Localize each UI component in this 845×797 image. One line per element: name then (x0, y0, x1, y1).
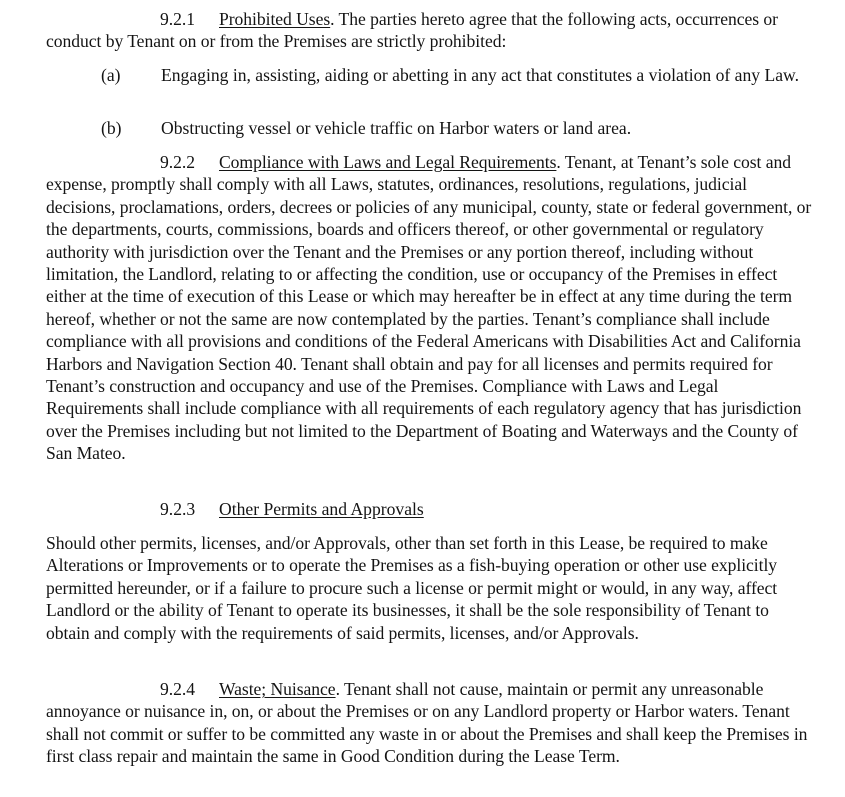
section-title: Waste; Nuisance (219, 679, 336, 699)
list-item-a (101, 64, 816, 86)
section-lead-text: . The parties hereto agree that the following acts, occurrences or conduct by Tenant on or from the Premises are strictly prohibited: (46, 9, 778, 52)
section-number: 9.2.2 (160, 152, 195, 172)
section-number: 9.2.4 (160, 679, 195, 699)
section-9-2-3-heading (160, 498, 424, 520)
list-item-label: (a) (101, 65, 121, 85)
section-title: Compliance with Laws and Legal Requirements (219, 152, 557, 172)
section-body-text: . Tenant, at Tenant’s sole cost and expense, promptly shall comply with all Laws, statutes, ordinances, resolutions, regulations, judicial decisions, proclamations, orders, decrees or policies of any municipal, county, state or federal government, or the departments, courts, commissions, boards and officers thereof, or other governmental or regulatory authority with jurisdiction over the Tenant and the Premises or any portion thereof, including without limitation, the Landlord, relating to or affecting the condition, use or occupancy of the Premises in effect either at the time of execution of this Lease or which may hereafter be in effect at any time during the term hereof, whether or not the same are now contemplated by the parties. Tenant’s compliance shall include compliance with all provisions and conditions of the Federal Americans with Disabilities Act and California Harbors and Navigation Section 40. Tenant shall obtain and pay for all licenses and permits required for Tenant’s construction and occupancy and use of the Premises. Compliance with Laws and Legal Requirements shall include compliance with all requirements of each regulatory agency that has jurisdiction over the Premises including but not limited to the Department of Boating and Waterways and the County of San Mateo. (46, 152, 812, 464)
section-9-2-1 (46, 8, 816, 53)
section-9-2-4 (46, 678, 816, 768)
list-item-text: Engaging in, assisting, aiding or abetting in any act that constitutes a violation of any Law. (161, 65, 799, 85)
section-number: 9.2.3 (160, 499, 196, 519)
section-title: Other Permits and Approvals (219, 499, 424, 519)
section-9-2-3-body: Should other permits, licenses, and/or Approvals, other than set forth in this Lease, be required to make Alterations or Improvements or to operate the Premises as a fish-buying operation or other use explicitly permitted hereunder, or if a failure to procure such a license or permit might or would, in any way, affect Landlord or the ability of Tenant to operate its businesses, it shall be the sole responsibility of Tenant to obtain and comply with the requirements of said permits, licenses, and/or Approvals. (46, 533, 778, 643)
section-9-2-2 (46, 151, 816, 465)
section-title: Prohibited Uses (219, 9, 331, 29)
section-body-text: . Tenant shall not cause, maintain or permit any unreasonable annoyance or nuisance in, on, or about the Premises or on any Landlord property or Harbor waters. Tenant shall not commit or suffer to be committed any waste in or about the Premises and shall keep the Premises in first class repair and maintain the same in Good Condition during the Lease Term. (46, 679, 808, 767)
section-number: 9.2.1 (160, 9, 195, 29)
list-item-b (101, 117, 816, 139)
list-item-label: (b) (101, 118, 122, 138)
list-item-text: Obstructing vessel or vehicle traffic on Harbor waters or land area. (161, 118, 632, 138)
